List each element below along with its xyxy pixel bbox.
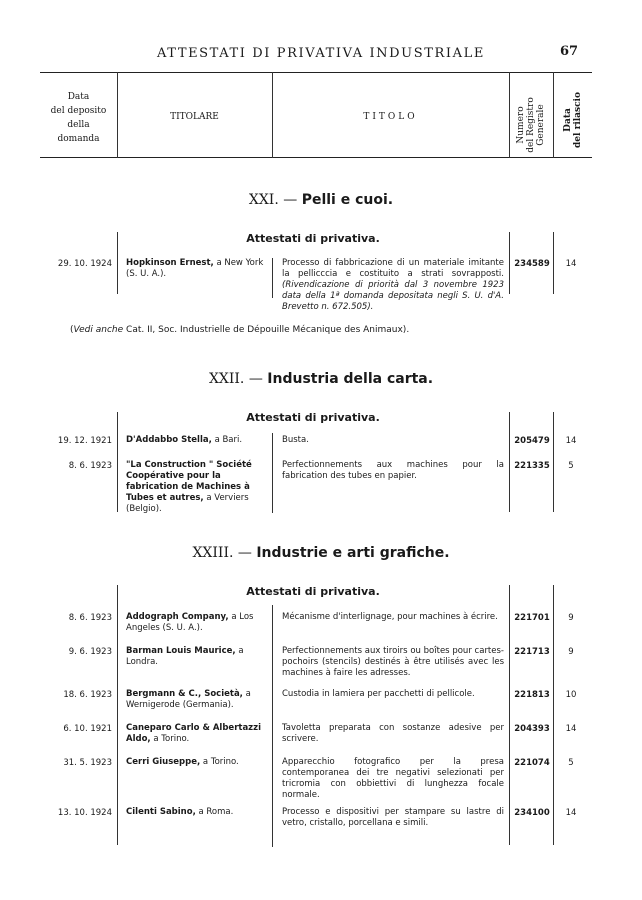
col-divider (272, 605, 273, 847)
col-divider (509, 232, 510, 294)
row-release: 14 (565, 808, 577, 818)
col-divider (553, 232, 554, 294)
col-divider (553, 72, 554, 158)
row-date: 31. 5. 1923 (63, 758, 112, 768)
col-divider (117, 232, 118, 294)
row-number: 221074 (514, 758, 550, 768)
row-holder: "La Construction " Société Coopérative pour la fabrication de Machines à Tubes et autres, a Verviers (Belgio). (126, 460, 252, 514)
col-divider (509, 585, 510, 845)
row-title: Apparecchio fotografico per la presa contemporanea dei tre negativi selezionati per tricromia con obbiettivi di lunghezza focale normale. (282, 757, 504, 800)
row-release: 9 (568, 613, 574, 623)
row-title: Perfectionnements aux tiroirs ou boîtes pour cartes-pochoirs (stencils) destinés à être utilisés avec les machines à faire les adresses. (282, 646, 504, 678)
col-header-number: Numero del Registro Generale (516, 97, 546, 153)
col-header-date: Data del deposito della domanda (50, 92, 107, 144)
row-date: 18. 6. 1923 (63, 690, 112, 700)
row-holder: Addograph Company, a Los Angeles (S. U. A.). (126, 612, 254, 633)
row-number: 221335 (514, 461, 550, 471)
section-subheading: Attestati di privativa. (246, 585, 380, 598)
section-subheading: Attestati di privativa. (246, 411, 380, 424)
row-number: 205479 (514, 436, 550, 446)
section-heading: XXII. — Industria della carta. (208, 371, 434, 387)
row-date: 6. 10. 1921 (63, 724, 112, 734)
row-release: 5 (568, 758, 574, 768)
col-header-title: TITOLO (363, 112, 418, 122)
row-number: 234100 (514, 808, 550, 818)
row-number: 221713 (514, 647, 550, 657)
row-holder: Cerri Giuseppe, a Torino. (126, 757, 239, 767)
row-holder: Barman Louis Maurice, a Londra. (126, 646, 244, 667)
row-date: 29. 10. 1924 (57, 259, 112, 269)
col-divider (272, 433, 273, 513)
col-divider (117, 412, 118, 512)
row-title: Busta. (282, 435, 309, 445)
row-holder: Hopkinson Ernest, a New York (S. U. A.). (126, 258, 264, 279)
col-divider (553, 585, 554, 845)
page-number: 67 (560, 44, 579, 59)
section-heading: XXIII. — Industrie e arti grafiche. (192, 545, 450, 561)
row-holder: D'Addabbo Stella, a Bari. (126, 435, 243, 445)
row-release: 14 (565, 259, 577, 269)
row-number: 221813 (514, 690, 550, 700)
row-number: 221701 (514, 613, 550, 623)
row-date: 19. 12. 1921 (57, 436, 112, 446)
col-divider (553, 412, 554, 512)
row-release: 5 (568, 461, 574, 471)
row-date: 8. 6. 1923 (68, 613, 112, 623)
row-release: 10 (565, 690, 577, 700)
row-date: 8. 6. 1923 (68, 461, 112, 471)
row-title: Tavoletta preparata con sostanze adesive per scrivere. (282, 723, 504, 744)
row-title: Processo di fabbricazione di un materiale imitante la pellicccia e costituito a strati sovrapposti. (Rivendicazione di priorità dal 3 novembre 1923 data della 1ª domanda depositata negli S. U. d'A. Brevetto n. 672.505). (282, 258, 504, 312)
col-divider (117, 585, 118, 845)
row-holder: Bergmann & C., Società, a Wernigerode (Germania). (126, 689, 251, 710)
section-subheading: Attestati di privativa. (246, 232, 380, 245)
row-number: 204393 (514, 724, 550, 734)
row-date: 13. 10. 1924 (57, 808, 112, 818)
row-holder: Cilenti Sabino, a Roma. (126, 807, 234, 817)
running-header: ATTESTATI DI PRIVATIVA INDUSTRIALE (157, 46, 485, 61)
section-heading: XXI. — Pelli e cuoi. (248, 192, 394, 208)
row-title: Processo e dispositivi per stampare su lastre di vetro, cristallo, porcellana e simili. (282, 807, 504, 828)
row-date: 9. 6. 1923 (68, 647, 112, 657)
col-header-holder: TITOLARE (170, 112, 219, 122)
row-release: 14 (565, 436, 577, 446)
row-title: Mécanisme d'interlignage, pour machines à écrire. (282, 612, 498, 622)
row-release: 14 (565, 724, 577, 734)
cross-reference-note: (Vedi anche Cat. II, Soc. Industrielle de Dépouille Mécanique des Animaux). (70, 325, 410, 335)
col-divider (509, 72, 510, 158)
row-title: Custodia in lamiera per pacchetti di pellicole. (282, 689, 475, 699)
col-divider (509, 412, 510, 512)
row-holder: Caneparo Carlo & Albertazzi Aldo, a Torino. (126, 723, 261, 744)
row-number: 234589 (514, 259, 550, 269)
col-divider (272, 258, 273, 298)
row-title: Perfectionnements aux machines pour la fabrication des tubes en papier. (282, 460, 504, 481)
row-release: 9 (568, 647, 574, 657)
col-header-release: Data del rilascio (563, 92, 583, 148)
